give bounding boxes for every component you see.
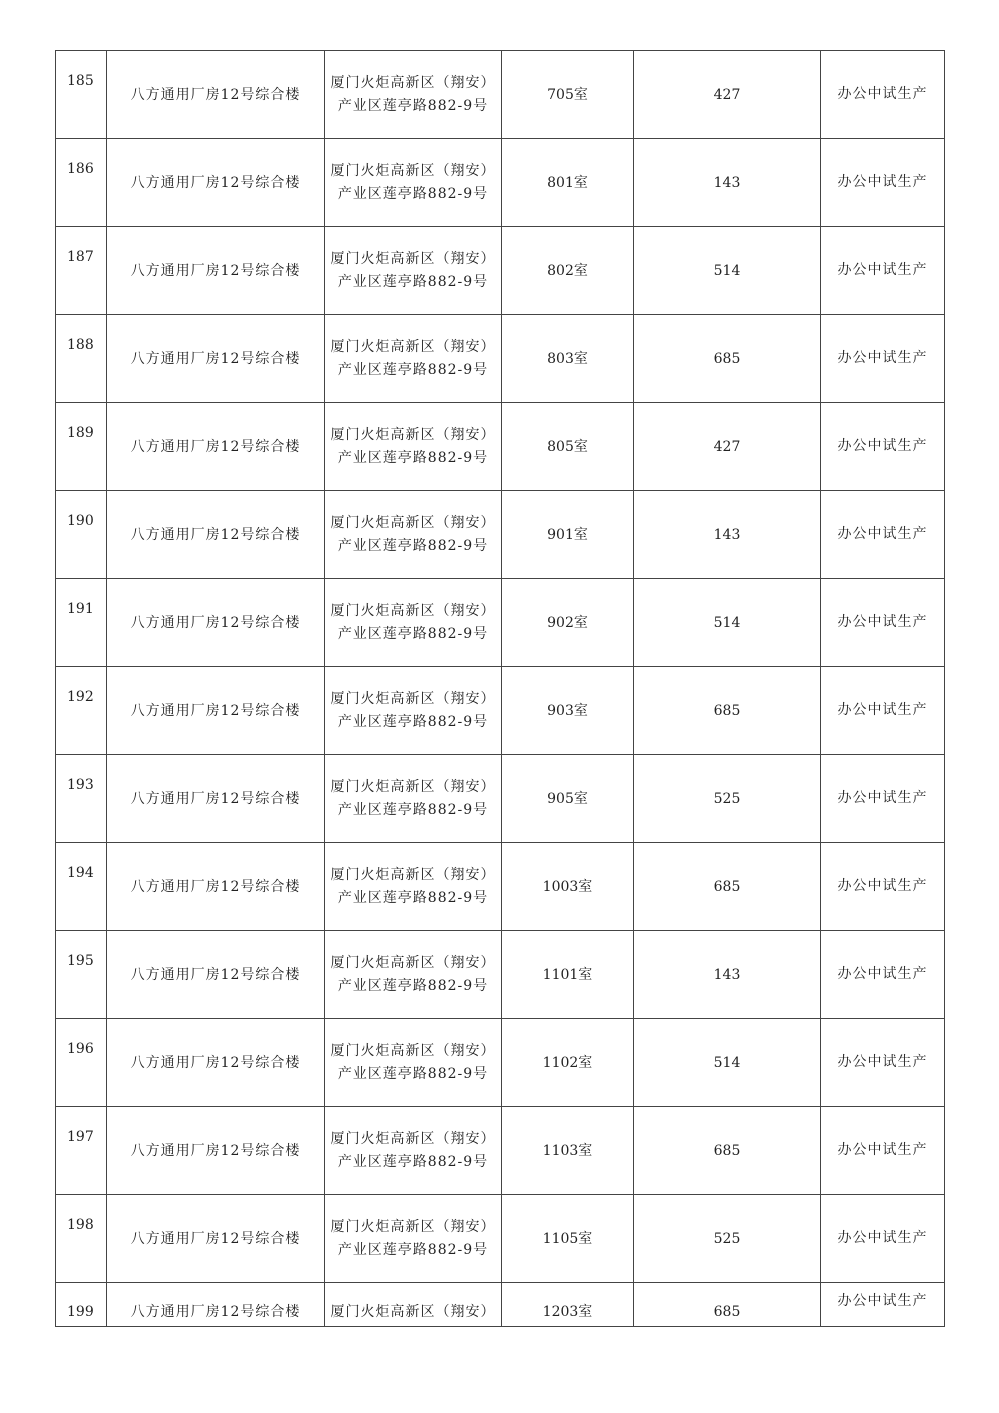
address-line-1: 厦门火炬高新区（翔安） (330, 515, 496, 531)
row-number-text: 185 (67, 73, 94, 89)
room-number (502, 227, 634, 315)
address-line-2: 产业区莲亭路882-9号 (337, 98, 489, 114)
usage-text: 办公中试生产 (837, 878, 928, 894)
address-line-2: 产业区莲亭路882-9号 (337, 450, 489, 466)
room-number-text: 1203室 (542, 1304, 593, 1320)
row-number-text: 189 (67, 425, 94, 441)
usage-text: 办公中试生产 (837, 526, 928, 542)
building-name (107, 139, 325, 227)
building-name (107, 491, 325, 579)
address-line-1: 厦门火炬高新区（翔安） (330, 691, 496, 707)
row-number-text: 193 (67, 777, 94, 793)
table-row (56, 51, 945, 139)
row-number-text: 195 (67, 953, 94, 969)
area-text: 685 (713, 702, 741, 719)
room-number-text: 902室 (547, 614, 588, 631)
building-name-text: 八方通用厂房12号综合楼 (130, 790, 301, 807)
room-number-text: 1105室 (542, 1230, 593, 1247)
address-line-2: 产业区莲亭路882-9号 (337, 802, 489, 818)
building-name (107, 931, 325, 1019)
area-text: 685 (713, 878, 741, 895)
address-line-1: 厦门火炬高新区（翔安） (330, 603, 496, 619)
area (634, 579, 821, 667)
row-number (56, 755, 107, 843)
row-number-text: 187 (67, 249, 94, 265)
area-text: 514 (713, 614, 741, 631)
table-row (56, 227, 945, 315)
building-name (107, 1019, 325, 1107)
room-number (502, 1195, 634, 1283)
row-number (56, 1019, 107, 1107)
area (634, 1107, 821, 1195)
row-number (56, 1107, 107, 1195)
area-text: 525 (713, 790, 741, 807)
area (634, 139, 821, 227)
usage (821, 139, 945, 227)
address-text: 厦门火炬高新区（翔安） (330, 1304, 496, 1320)
table-row (56, 843, 945, 931)
usage-text: 办公中试生产 (837, 262, 928, 278)
building-name (107, 1283, 325, 1327)
usage-text: 办公中试生产 (837, 702, 928, 718)
table-row (56, 579, 945, 667)
area-text: 514 (713, 1054, 741, 1071)
room-number-text: 803室 (547, 350, 588, 367)
building-name-text: 八方通用厂房12号综合楼 (130, 526, 301, 543)
building-name-text: 八方通用厂房12号综合楼 (130, 1054, 301, 1071)
address (325, 491, 502, 579)
row-number (56, 931, 107, 1019)
area (634, 755, 821, 843)
area (634, 227, 821, 315)
area-text: 685 (713, 350, 741, 367)
building-name (107, 579, 325, 667)
table-row (56, 1019, 945, 1107)
usage-text: 办公中试生产 (837, 1142, 928, 1158)
address-line-2: 产业区莲亭路882-9号 (337, 714, 489, 730)
table-row (56, 931, 945, 1019)
address (325, 667, 502, 755)
area-text: 514 (713, 262, 741, 279)
area-text: 427 (713, 438, 741, 455)
building-name-text: 八方通用厂房12号综合楼 (130, 966, 301, 983)
address-line-1: 厦门火炬高新区（翔安） (330, 1219, 496, 1235)
row-number (56, 51, 107, 139)
property-table (55, 50, 945, 1327)
area (634, 51, 821, 139)
row-number-text: 194 (67, 865, 94, 881)
address (325, 1107, 502, 1195)
row-number-text: 198 (67, 1217, 94, 1233)
room-number (502, 667, 634, 755)
area (634, 667, 821, 755)
address-line-1: 厦门火炬高新区（翔安） (330, 163, 496, 179)
usage (821, 1283, 945, 1327)
building-name (107, 755, 325, 843)
area-text: 525 (713, 1230, 741, 1247)
usage (821, 315, 945, 403)
address-line-1: 厦门火炬高新区（翔安） (330, 955, 496, 971)
row-number (56, 1195, 107, 1283)
usage-text: 办公中试生产 (837, 966, 928, 982)
room-number (502, 1283, 634, 1327)
room-number (502, 931, 634, 1019)
building-name (107, 227, 325, 315)
address (325, 227, 502, 315)
table-row (56, 491, 945, 579)
address-line-2: 产业区莲亭路882-9号 (337, 626, 489, 642)
usage-text: 办公中试生产 (837, 86, 928, 102)
area (634, 1195, 821, 1283)
usage-text: 办公中试生产 (837, 174, 928, 190)
area (634, 491, 821, 579)
table-row-last (56, 1283, 945, 1327)
room-number-text: 1101室 (542, 966, 593, 983)
room-number (502, 491, 634, 579)
row-number (56, 843, 107, 931)
table-row (56, 667, 945, 755)
usage (821, 579, 945, 667)
room-number (502, 315, 634, 403)
building-name-text: 八方通用厂房12号综合楼 (130, 614, 301, 631)
address-line-1: 厦门火炬高新区（翔安） (330, 1131, 496, 1147)
building-name-text: 八方通用厂房12号综合楼 (130, 702, 301, 719)
row-number (56, 491, 107, 579)
building-name (107, 843, 325, 931)
row-number-text: 191 (67, 601, 94, 617)
row-number (56, 403, 107, 491)
address (325, 1019, 502, 1107)
address (325, 403, 502, 491)
building-name-text: 八方通用厂房12号综合楼 (130, 878, 301, 895)
address (325, 931, 502, 1019)
room-number-text: 802室 (547, 262, 588, 279)
address-line-2: 产业区莲亭路882-9号 (337, 1242, 489, 1258)
table-row (56, 403, 945, 491)
usage (821, 843, 945, 931)
building-name-text: 八方通用厂房12号综合楼 (130, 1304, 301, 1320)
row-number-text: 196 (67, 1041, 94, 1057)
room-number-text: 903室 (547, 702, 588, 719)
area (634, 315, 821, 403)
usage-text: 办公中试生产 (837, 1230, 928, 1246)
address-line-1: 厦门火炬高新区（翔安） (330, 867, 496, 883)
usage (821, 1107, 945, 1195)
room-number-text: 901室 (547, 526, 588, 543)
address (325, 315, 502, 403)
address (325, 139, 502, 227)
building-name-text: 八方通用厂房12号综合楼 (130, 86, 301, 103)
usage-text: 办公中试生产 (837, 438, 928, 454)
row-number (56, 1283, 107, 1327)
row-number-text: 190 (67, 513, 94, 529)
usage (821, 403, 945, 491)
building-name (107, 667, 325, 755)
building-name-text: 八方通用厂房12号综合楼 (130, 350, 301, 367)
room-number (502, 1019, 634, 1107)
building-name-text: 八方通用厂房12号综合楼 (130, 262, 301, 279)
row-number-text: 186 (67, 161, 94, 177)
address-line-2: 产业区莲亭路882-9号 (337, 274, 489, 290)
usage (821, 51, 945, 139)
table-row (56, 755, 945, 843)
row-number-text: 197 (67, 1129, 94, 1145)
address-line-1: 厦门火炬高新区（翔安） (330, 339, 496, 355)
table-row (56, 1107, 945, 1195)
room-number-text: 801室 (547, 174, 588, 191)
table-row (56, 315, 945, 403)
usage (821, 491, 945, 579)
area-text: 143 (713, 174, 741, 191)
usage-text: 办公中试生产 (837, 350, 928, 366)
address-line-2: 产业区莲亭路882-9号 (337, 1154, 489, 1170)
address-line-2: 产业区莲亭路882-9号 (337, 538, 489, 554)
usage (821, 667, 945, 755)
usage (821, 1195, 945, 1283)
address (325, 755, 502, 843)
room-number-text: 1102室 (542, 1054, 593, 1071)
building-name (107, 315, 325, 403)
building-name-text: 八方通用厂房12号综合楼 (130, 174, 301, 191)
area-text: 143 (713, 526, 741, 543)
table-body (56, 51, 945, 1327)
address-line-2: 产业区莲亭路882-9号 (337, 978, 489, 994)
row-number (56, 139, 107, 227)
room-number (502, 1107, 634, 1195)
area-text: 685 (713, 1142, 741, 1159)
table-row (56, 139, 945, 227)
address-line-2: 产业区莲亭路882-9号 (337, 362, 489, 378)
area (634, 1019, 821, 1107)
address (325, 51, 502, 139)
room-number (502, 51, 634, 139)
address-line-1: 厦门火炬高新区（翔安） (330, 75, 496, 91)
usage (821, 931, 945, 1019)
room-number (502, 403, 634, 491)
room-number-text: 905室 (547, 790, 588, 807)
address (325, 843, 502, 931)
row-number (56, 579, 107, 667)
area (634, 403, 821, 491)
address-line-1: 厦门火炬高新区（翔安） (330, 251, 496, 267)
address (325, 1283, 502, 1327)
area-text: 143 (713, 966, 741, 983)
area (634, 843, 821, 931)
building-name (107, 1107, 325, 1195)
building-name (107, 51, 325, 139)
area-text: 685 (713, 1304, 741, 1320)
area-text: 427 (713, 86, 741, 103)
usage (821, 227, 945, 315)
address-line-1: 厦门火炬高新区（翔安） (330, 779, 496, 795)
address-line-1: 厦门火炬高新区（翔安） (330, 427, 496, 443)
building-name-text: 八方通用厂房12号综合楼 (130, 438, 301, 455)
area (634, 931, 821, 1019)
building-name (107, 403, 325, 491)
room-number-text: 1103室 (542, 1142, 593, 1159)
room-number-text: 805室 (547, 438, 588, 455)
row-number (56, 227, 107, 315)
address-line-2: 产业区莲亭路882-9号 (337, 186, 489, 202)
address-line-1: 厦门火炬高新区（翔安） (330, 1043, 496, 1059)
building-name-text: 八方通用厂房12号综合楼 (130, 1142, 301, 1159)
row-number (56, 667, 107, 755)
room-number (502, 755, 634, 843)
building-name (107, 1195, 325, 1283)
room-number (502, 139, 634, 227)
room-number-text: 705室 (547, 86, 588, 103)
address-line-2: 产业区莲亭路882-9号 (337, 1066, 489, 1082)
usage-text: 办公中试生产 (837, 1054, 928, 1070)
row-number-text: 199 (67, 1304, 94, 1320)
row-number-text: 192 (67, 689, 94, 705)
room-number (502, 579, 634, 667)
address (325, 579, 502, 667)
usage-text: 办公中试生产 (837, 790, 928, 806)
room-number-text: 1003室 (542, 878, 593, 895)
row-number (56, 315, 107, 403)
room-number (502, 843, 634, 931)
area (634, 1283, 821, 1327)
usage-text: 办公中试生产 (837, 614, 928, 630)
table-row (56, 1195, 945, 1283)
address (325, 1195, 502, 1283)
usage (821, 755, 945, 843)
usage (821, 1019, 945, 1107)
row-number-text: 188 (67, 337, 94, 353)
usage-text: 办公中试生产 (837, 1293, 928, 1309)
building-name-text: 八方通用厂房12号综合楼 (130, 1230, 301, 1247)
address-line-2: 产业区莲亭路882-9号 (337, 890, 489, 906)
